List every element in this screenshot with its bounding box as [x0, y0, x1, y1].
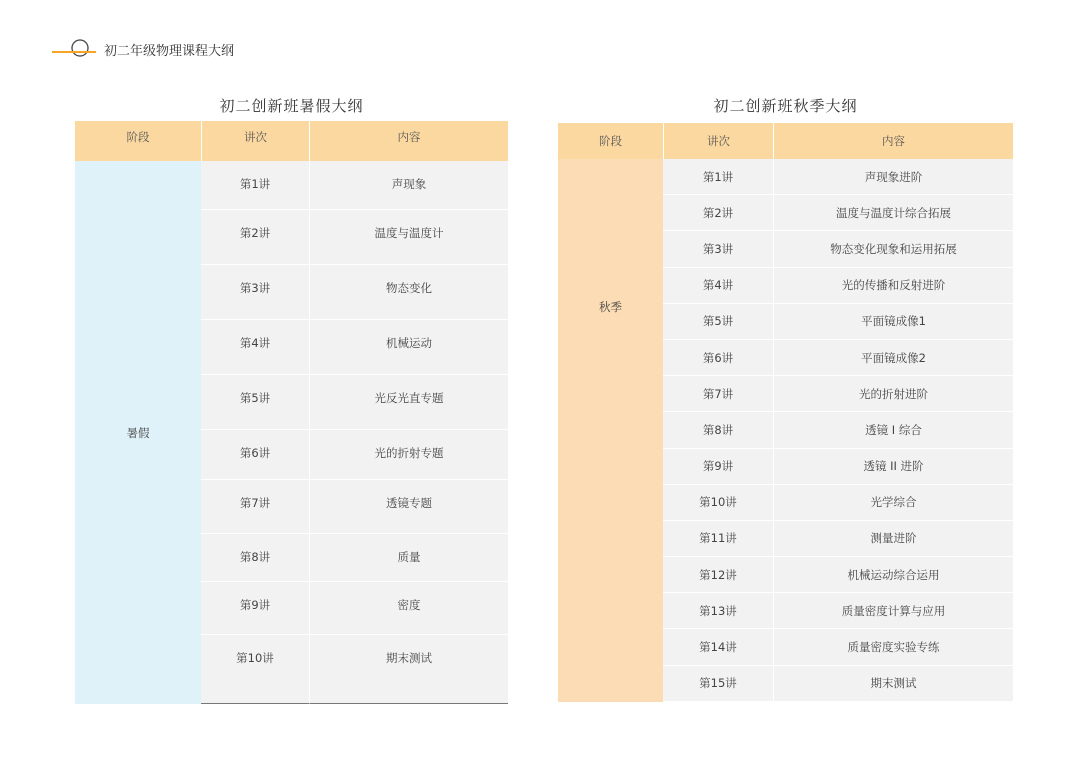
- content-cell: 物态变化: [309, 265, 508, 320]
- stage-cell: 暑假: [75, 161, 201, 704]
- lesson-cell: 第1讲: [663, 159, 773, 195]
- lesson-cell: 第3讲: [663, 231, 773, 267]
- lesson-cell: 第12讲: [663, 557, 773, 593]
- circle-line-icon: [52, 36, 98, 60]
- lesson-cell: 第3讲: [201, 265, 309, 320]
- header-content: 内容: [773, 123, 1013, 159]
- lesson-cell: 第9讲: [201, 582, 309, 635]
- autumn-table-title: 初二创新班秋季大纲: [713, 97, 858, 115]
- autumn-syllabus-table: [558, 123, 1013, 702]
- lesson-cell: 第14讲: [663, 629, 773, 665]
- content-cell: 光的折射专题: [309, 430, 508, 480]
- content-cell: 光反光直专题: [309, 375, 508, 430]
- content-cell: 测量进阶: [773, 521, 1013, 557]
- lesson-cell: 第4讲: [663, 268, 773, 304]
- lesson-cell: 第6讲: [201, 430, 309, 480]
- content-cell: 期末测试: [773, 666, 1013, 702]
- content-cell: 声现象: [309, 161, 508, 210]
- lesson-cell: 第10讲: [201, 635, 309, 704]
- content-cell: 质量密度计算与应用: [773, 593, 1013, 629]
- lesson-cell: 第9讲: [663, 449, 773, 485]
- content-cell: 质量: [309, 534, 508, 582]
- lesson-cell: 第5讲: [663, 304, 773, 340]
- stage-cell: 秋季: [558, 159, 663, 702]
- content-cell: 机械运动: [309, 320, 508, 375]
- header-lesson: 讲次: [201, 121, 309, 161]
- summer-syllabus-table: [75, 121, 508, 699]
- lesson-cell: 第15讲: [663, 666, 773, 702]
- summer-table-title: 初二创新班暑假大纲: [219, 97, 364, 115]
- lesson-cell: 第2讲: [663, 195, 773, 231]
- content-cell: 光学综合: [773, 485, 1013, 521]
- content-cell: 机械运动综合运用: [773, 557, 1013, 593]
- content-cell: 平面镜成像2: [773, 340, 1013, 376]
- lesson-cell: 第10讲: [663, 485, 773, 521]
- content-cell: 光的折射进阶: [773, 376, 1013, 412]
- content-cell: 质量密度实验专练: [773, 629, 1013, 665]
- lesson-cell: 第4讲: [201, 320, 309, 375]
- lesson-cell: 第2讲: [201, 210, 309, 265]
- page-header: [52, 36, 352, 60]
- lesson-cell: 第5讲: [201, 375, 309, 430]
- header-stage: 阶段: [75, 121, 201, 161]
- lesson-cell: 第8讲: [663, 412, 773, 448]
- lesson-cell: 第8讲: [201, 534, 309, 582]
- lesson-cell: 第6讲: [663, 340, 773, 376]
- content-cell: 温度与温度计综合拓展: [773, 195, 1013, 231]
- content-cell: 物态变化现象和运用拓展: [773, 231, 1013, 267]
- header-content: 内容: [309, 121, 508, 161]
- lesson-cell: 第13讲: [663, 593, 773, 629]
- content-cell: 透镜专题: [309, 480, 508, 534]
- lesson-cell: 第7讲: [201, 480, 309, 534]
- header-lesson: 讲次: [663, 123, 773, 159]
- header-stage: 阶段: [558, 123, 663, 159]
- page-title: 初二年级物理课程大纲: [104, 44, 235, 59]
- lesson-cell: 第1讲: [201, 161, 309, 210]
- content-cell: 密度: [309, 582, 508, 635]
- content-cell: 声现象进阶: [773, 159, 1013, 195]
- content-cell: 温度与温度计: [309, 210, 508, 265]
- content-cell: 平面镜成像1: [773, 304, 1013, 340]
- content-cell: 期末测试: [309, 635, 508, 704]
- content-cell: 透镜 I 综合: [773, 412, 1013, 448]
- content-cell: 光的传播和反射进阶: [773, 268, 1013, 304]
- content-cell: 透镜 II 进阶: [773, 449, 1013, 485]
- lesson-cell: 第11讲: [663, 521, 773, 557]
- lesson-cell: 第7讲: [663, 376, 773, 412]
